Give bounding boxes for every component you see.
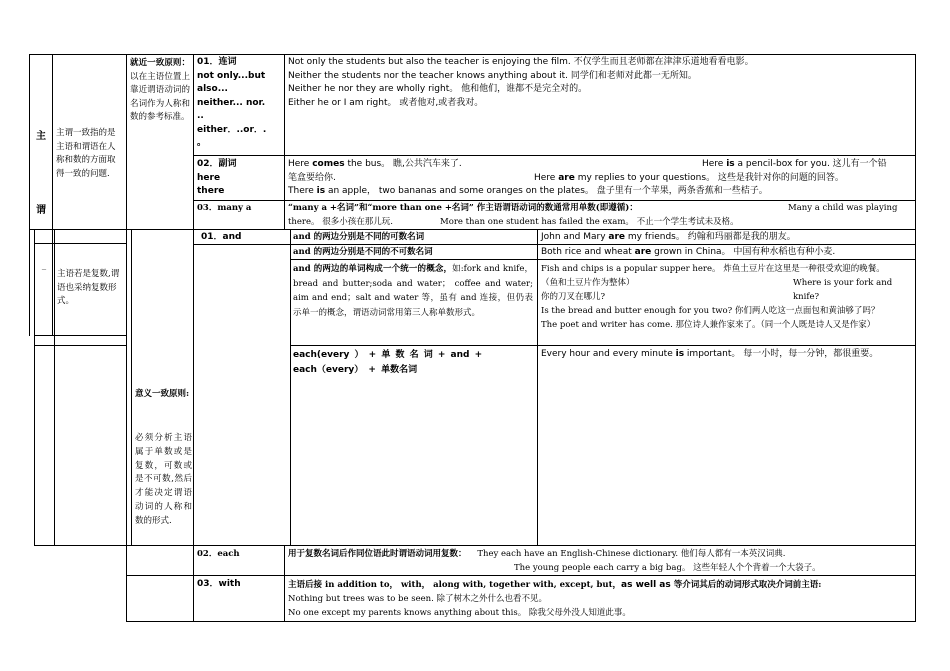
label-line: 。 — [197, 138, 207, 148]
many-a-examples — [288, 202, 913, 229]
border-line — [34, 335, 126, 336]
with-content — [288, 578, 913, 620]
and-rule-3 — [293, 262, 533, 320]
example-right — [702, 158, 887, 172]
example-line: Neither he nor they are wholly right。 他和他们，谁都不是完全对的。 — [288, 84, 588, 94]
adverb-examples — [288, 158, 913, 200]
verb-bold: is — [675, 349, 685, 359]
border-line — [284, 545, 285, 621]
predicate-char-wei: 谓 — [36, 205, 46, 216]
rule-body: 如:fork and knife， bread and butter;soda and water； coffee and water; aim and end；salt and water 等，虽有 and 连接，但仍表示单一的概念，谓语动词常用第三人称单数形式。 — [293, 264, 534, 318]
text: as well as — [621, 580, 671, 590]
border-line — [52, 54, 53, 336]
verb-bold: are — [558, 172, 575, 183]
intro-definition: 主谓一致指的是主语和谓语在人称和数的方面取得一致的问题. — [56, 128, 116, 179]
example-line — [288, 185, 913, 199]
rule-title — [288, 578, 913, 592]
border-line — [290, 229, 291, 546]
text: Every hour and every minute — [541, 349, 676, 359]
example-right: More than one student has failed the exam。 不止一个学生考试未及格。 — [440, 216, 739, 227]
each-label: 02．each — [197, 549, 240, 559]
label-line: not only...but — [197, 70, 266, 81]
many-a-label: 03．many a — [197, 203, 252, 213]
border-line — [193, 54, 194, 621]
text: There — [288, 186, 317, 196]
proximity-principle — [130, 57, 190, 125]
label-line: 01．连词 — [197, 57, 237, 67]
border-line — [290, 345, 916, 346]
border-line — [29, 229, 916, 230]
border-line — [34, 545, 916, 546]
verb-bold: are — [608, 232, 626, 242]
example-line: Is the bread and butter enough for you two? 你们两人吃这一点面包和黄油够了吗？ — [541, 306, 880, 316]
and-rule-2: and 的两边分别是不同的不可数名词 — [293, 247, 433, 257]
example-line: 你的刀叉在哪儿? — [541, 292, 606, 302]
border-line — [131, 229, 132, 546]
verb-bold: is — [726, 159, 735, 169]
rule-title: 用于复数名词后作同位语此时谓语动词用复数： — [288, 549, 467, 559]
text: 主语后接 in addition to， with， along with, together with, except, but， — [288, 580, 622, 590]
border-line — [34, 229, 35, 546]
border-line — [29, 54, 30, 336]
border-line — [537, 229, 538, 546]
example-line: Either he or I am right。 或者他对,或者我对。 — [288, 97, 484, 108]
proximity-body: 以在主语位置上靠近谓语动词的名词作为人称和数的参考标准。 — [130, 71, 190, 122]
text: Here — [702, 159, 727, 169]
example-line — [288, 548, 913, 562]
example-line — [288, 172, 913, 186]
and-label: 01．and — [201, 232, 242, 242]
label-line: 02．副词 — [197, 159, 237, 169]
subject-char-zhu: 主 — [36, 131, 46, 142]
label-line: neither... nor. — [197, 97, 266, 108]
text: Here — [288, 159, 313, 169]
example-line: The poet and writer has come. 那位诗人兼作家来了。（同一个人既是诗人又是作家） — [541, 320, 876, 330]
border-line — [284, 54, 285, 230]
text: 笔盒要给你. — [288, 172, 336, 183]
label-line: .. — [197, 111, 204, 121]
border-line — [193, 200, 916, 201]
border-line — [34, 243, 126, 244]
label-line: here — [197, 172, 221, 183]
dash-mark: _ — [41, 261, 47, 271]
and-rule-4: each(every ） + 单 数 名 词 + and + each（every） + 单数名词 — [293, 350, 483, 375]
example-right — [534, 172, 844, 186]
text: Both rice and wheat — [541, 247, 635, 257]
example-line: Fish and chips is a popular supper here。 炸鱼土豆片在这里是一种很受欢迎的晚餐。 — [541, 264, 885, 274]
text: important。 每一小时，每一分钟，都很重要。 — [684, 349, 879, 359]
example-line — [288, 158, 913, 172]
verb-bold: comes — [312, 159, 345, 169]
meaning-principle-body: 必须分析主语属于单数或是复数，可数或是不可数,然后才能决定谓语动词的人称和数的形式. — [135, 433, 192, 526]
and-example-4 — [541, 348, 913, 362]
plural-rule-text: 主语若是复数,谓语也采纳复数形式。 — [57, 269, 120, 306]
text: John and Mary — [541, 232, 609, 242]
and-example-2 — [541, 246, 913, 260]
proximity-title: 就近一致原则： — [130, 58, 190, 68]
conjunction-examples — [288, 56, 913, 110]
verb-bold: is — [316, 186, 326, 196]
label-line: there — [197, 186, 225, 196]
border-line — [915, 54, 916, 621]
border-line — [126, 575, 916, 576]
text: an apple， two bananas and some oranges on the plates。 盘子里有一个苹果，两条香蕉和一些桔子。 — [325, 186, 768, 196]
label-line: also... — [197, 84, 228, 94]
border-line — [126, 54, 127, 621]
example-line: No one except my parents knows anything about this。 除我父母外没人知道此事。 — [288, 608, 631, 618]
example-line — [288, 202, 913, 216]
border-line — [34, 345, 126, 346]
example-line: Nothing but trees was to be seen. 除了树木之外什么也看不见。 — [288, 594, 548, 604]
text: They each have an English-Chinese dictionary. 他们每人都有一本英汉词典. — [477, 549, 786, 559]
each-content — [288, 548, 913, 575]
conjunction-label — [197, 56, 281, 151]
text: my friends。 约翰和玛丽都是我的朋友。 — [625, 232, 796, 242]
text: Here — [534, 172, 559, 183]
text: a pencil-box for you. 这儿有一个铅 — [734, 159, 887, 169]
rule-title: “many a +名词”和“more than one +名词” 作主语谓语动词的数通常用单数(即遵循)： — [288, 203, 638, 213]
with-label: 03．with — [197, 579, 241, 589]
and-rule-1: and 的两边分别是不同的可数名词 — [293, 232, 425, 242]
text: grown in China。 中国有种水稻也有种小麦. — [651, 247, 836, 257]
example-line — [288, 216, 913, 230]
label-line: either．..or．. — [197, 124, 267, 135]
text: （鱼和土豆片作为整体） — [541, 278, 635, 288]
and-example-3 — [541, 262, 913, 332]
text: my replies to your questions。 这些是我针对你的问题的回答。 — [574, 172, 844, 183]
example-line: The young people each carry a big bag。 这些年轻人个个背着一个大袋子。 — [514, 562, 821, 573]
border-line — [193, 155, 916, 156]
rule-title: and 的两边的单词构成一个统一的概念， — [293, 264, 453, 274]
border-line — [126, 621, 916, 622]
verb-bold: are — [634, 247, 652, 257]
border-line — [54, 229, 55, 546]
border-line — [29, 54, 916, 55]
text: there。 很多小孩在那儿玩. — [288, 216, 393, 227]
example-right: Where is your fork and knife? — [793, 278, 893, 302]
example-line: Neither the students nor the teacher knows anything about it. 同学们和老师对此都一无所知。 — [288, 70, 697, 81]
and-example-1 — [541, 231, 913, 245]
text: the bus。 瞧,公共汽车来了. — [344, 159, 462, 169]
text: 等介词其后的动词形式取决介词前主语: — [670, 580, 822, 590]
example-right: Many a child was playing — [788, 203, 898, 213]
example-line: Not only the students but also the teacher is enjoying the film. 不仅学生而且老师都在津津乐道地看看电影。 — [288, 57, 754, 67]
adverb-label — [197, 158, 281, 199]
meaning-principle-title: 意义一致原则: — [135, 389, 190, 399]
